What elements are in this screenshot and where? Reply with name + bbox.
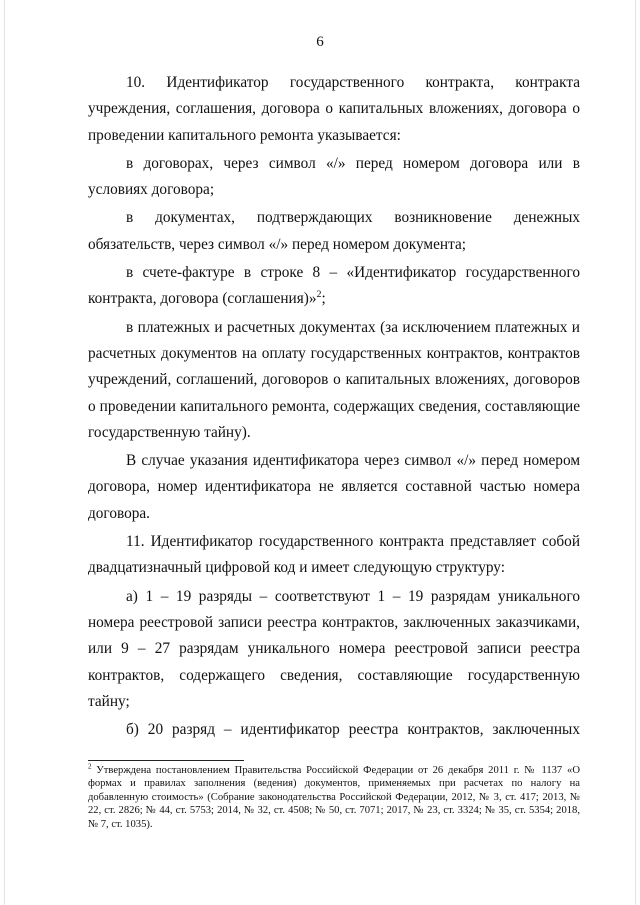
- page-number: 6: [316, 34, 324, 50]
- document-body: [88, 70, 580, 743]
- paragraph-payment-documents: в платежных и расчетных документах (за исключением платежных и расчетных документов на оплату государственных контрактов, контрактов учреждений, соглашений, договоров о капитальных вложениях, договоров о проведении капитального ремонта, содержащих сведения, составляющие государственную тайну).: [88, 318, 580, 441]
- paragraph-identifier-note: В случае указания идентификатора через символ «/» перед номером договора, номер идентификатора не является составной частью номера договора.: [88, 452, 580, 522]
- footnote-text: Утверждена постановлением Правительства Российской Федерации от 26 декабря 2011 г. № 1137 «О формах и правилах заполнения (ведения) документов, применяемых при расчетах по налогу на добавленную стоимость» (Собрание законодательства Российской Федерации, 2012, № 3, ст. 417; 2013, № 22, ст. 2826; № 44, ст. 5753; 2014, № 32, ст. 4508; № 50, ст. 7071; 2017, № 23, ст. 3324; № 35, ст. 5354; 2018, № 7, ст. 1035).: [88, 765, 580, 830]
- page-edge-right: [635, 0, 636, 905]
- footnote-divider: [88, 760, 244, 761]
- paragraph-documents: в документах, подтверждающих возникновение денежных обязательств, через символ «/» перед номером документа;: [88, 209, 580, 253]
- paragraph-invoice: [88, 260, 580, 313]
- paragraph-subitem-b: б) 20 разряд – идентификатор реестра контрактов, заключенных: [126, 721, 580, 739]
- page-edge-left: [4, 0, 5, 905]
- paragraph-subitem-a: а) 1 – 19 разряды – соответствуют 1 – 19 разрядам уникального номера реестровой записи реестра контрактов, заключенных заказчиками, или 9 – 27 разрядам уникального номера реестровой записи реестра контрактов, содержащего сведения, составляющие государственную тайну;: [88, 587, 580, 710]
- footnote-reference: 2: [316, 289, 322, 301]
- paragraph-invoice-tail: ;: [321, 290, 326, 308]
- paragraph-item-11: 11. Идентификатор государственного контракта представляет собой двадцатизначный цифровой код и имеет следующую структуру:: [88, 533, 580, 577]
- paragraph-contracts: в договорах, через символ «/» перед номером договора или в условиях договора;: [88, 154, 580, 199]
- paragraph-item-10: 10. Идентификатор государственного контракта, контракта учреждения, соглашения, договора о капитальных вложениях, договора о проведении капитального ремонта указывается:: [88, 74, 580, 144]
- footnote: [88, 764, 580, 831]
- footnote-marker: 2: [88, 763, 92, 771]
- paragraph-invoice-text: в счете-фактуре в строке 8 – «Идентификатор государственного контракта, договора (соглашения)»: [88, 264, 580, 308]
